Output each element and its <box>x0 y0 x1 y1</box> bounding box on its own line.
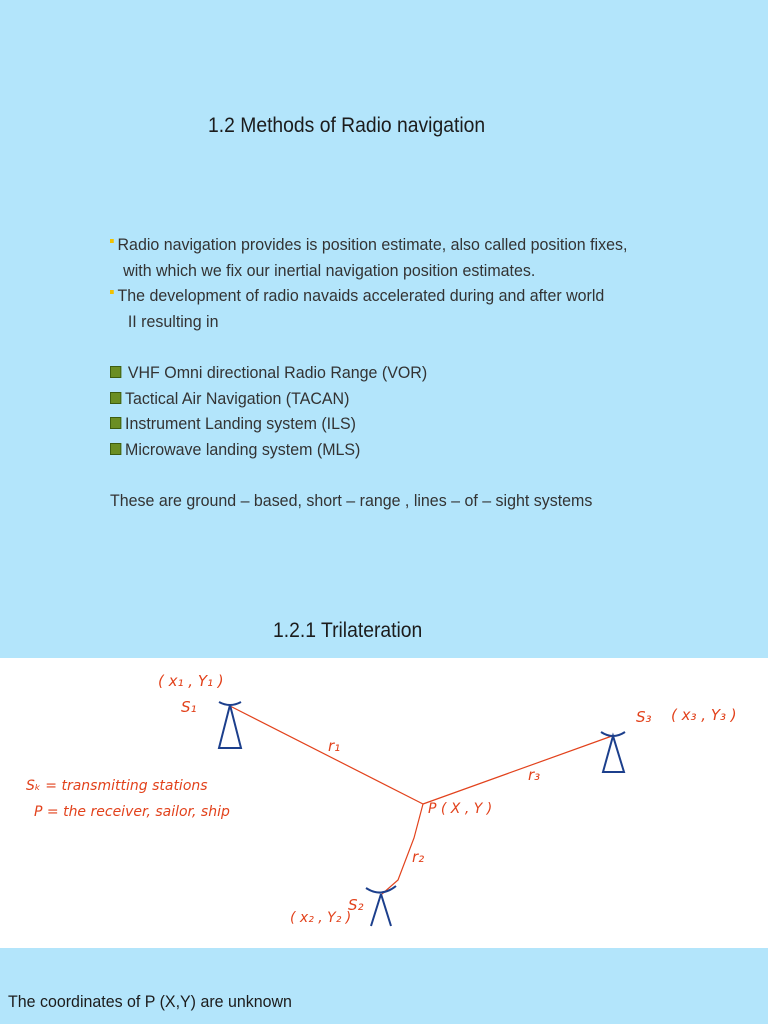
footer-text <box>8 988 722 1015</box>
receiver-p-label: P ( X , Y ) <box>428 801 493 817</box>
square-bullet-icon <box>110 366 121 378</box>
system-label: Tactical Air Navigation (TACAN) <box>125 388 350 408</box>
system-label: Microwave landing system (MLS) <box>125 439 361 459</box>
bullet-item <box>110 283 712 309</box>
bullet-continuation: II resulting in <box>127 311 219 331</box>
s1-label: S₁ <box>181 698 197 716</box>
system-item-mls <box>110 437 712 463</box>
system-item-vor <box>110 360 712 386</box>
station-s3-icon <box>601 732 625 772</box>
range-line-r1 <box>230 706 423 804</box>
s2-label: S₂ <box>348 896 364 914</box>
legend-receiver: P = the receiver, sailor, ship <box>34 804 230 820</box>
s3-label: S₃ <box>636 708 652 726</box>
section-title: 1.2.1 Trilateration <box>273 619 423 642</box>
r1-label: r₁ <box>328 737 341 755</box>
bullet-list <box>110 232 750 514</box>
r2-label: r₂ <box>412 848 425 866</box>
r3-label: r₃ <box>528 766 541 784</box>
system-item-ils <box>110 411 712 437</box>
summary-text: These are ground – based, short – range , lines – of – sight systems <box>110 490 593 510</box>
square-bullet-icon <box>110 443 121 455</box>
bullet-continuation: with which we fix our inertial navigation position estimates. <box>123 260 536 280</box>
station-s1-icon <box>219 702 241 748</box>
s2-coordinate-label: ( x₂ , Y₂ ) <box>290 910 352 926</box>
square-bullet-icon <box>110 417 121 429</box>
slide-title: 1.2 Methods of Radio navigation <box>208 114 486 137</box>
station-s2-icon <box>366 886 396 926</box>
system-label: Instrument Landing system (ILS) <box>125 414 356 434</box>
system-label: VHF Omni directional Radio Range (VOR) <box>127 362 428 382</box>
system-item-tacan <box>110 386 712 412</box>
footer-line-1: The coordinates of P (X,Y) are unknown <box>8 992 292 1011</box>
bullet-item <box>110 232 712 258</box>
s3-coordinate-label: ( x₃ , Y₃ ) <box>671 706 737 724</box>
bullet-marker <box>110 239 114 243</box>
bullet-text: Radio navigation provides is position estimate, also called position fixes, <box>117 235 628 254</box>
range-line-r3 <box>423 736 612 804</box>
legend-stations: Sₖ = transmitting stations <box>26 778 208 794</box>
square-bullet-icon <box>110 392 121 404</box>
trilateration-svg <box>0 658 768 948</box>
bullet-marker <box>110 290 114 294</box>
trilateration-diagram <box>0 658 768 948</box>
s1-coordinate-label: ( x₁ , Y₁ ) <box>158 672 224 690</box>
bullet-text: The development of radio navaids accelerated during and after world <box>117 286 605 306</box>
